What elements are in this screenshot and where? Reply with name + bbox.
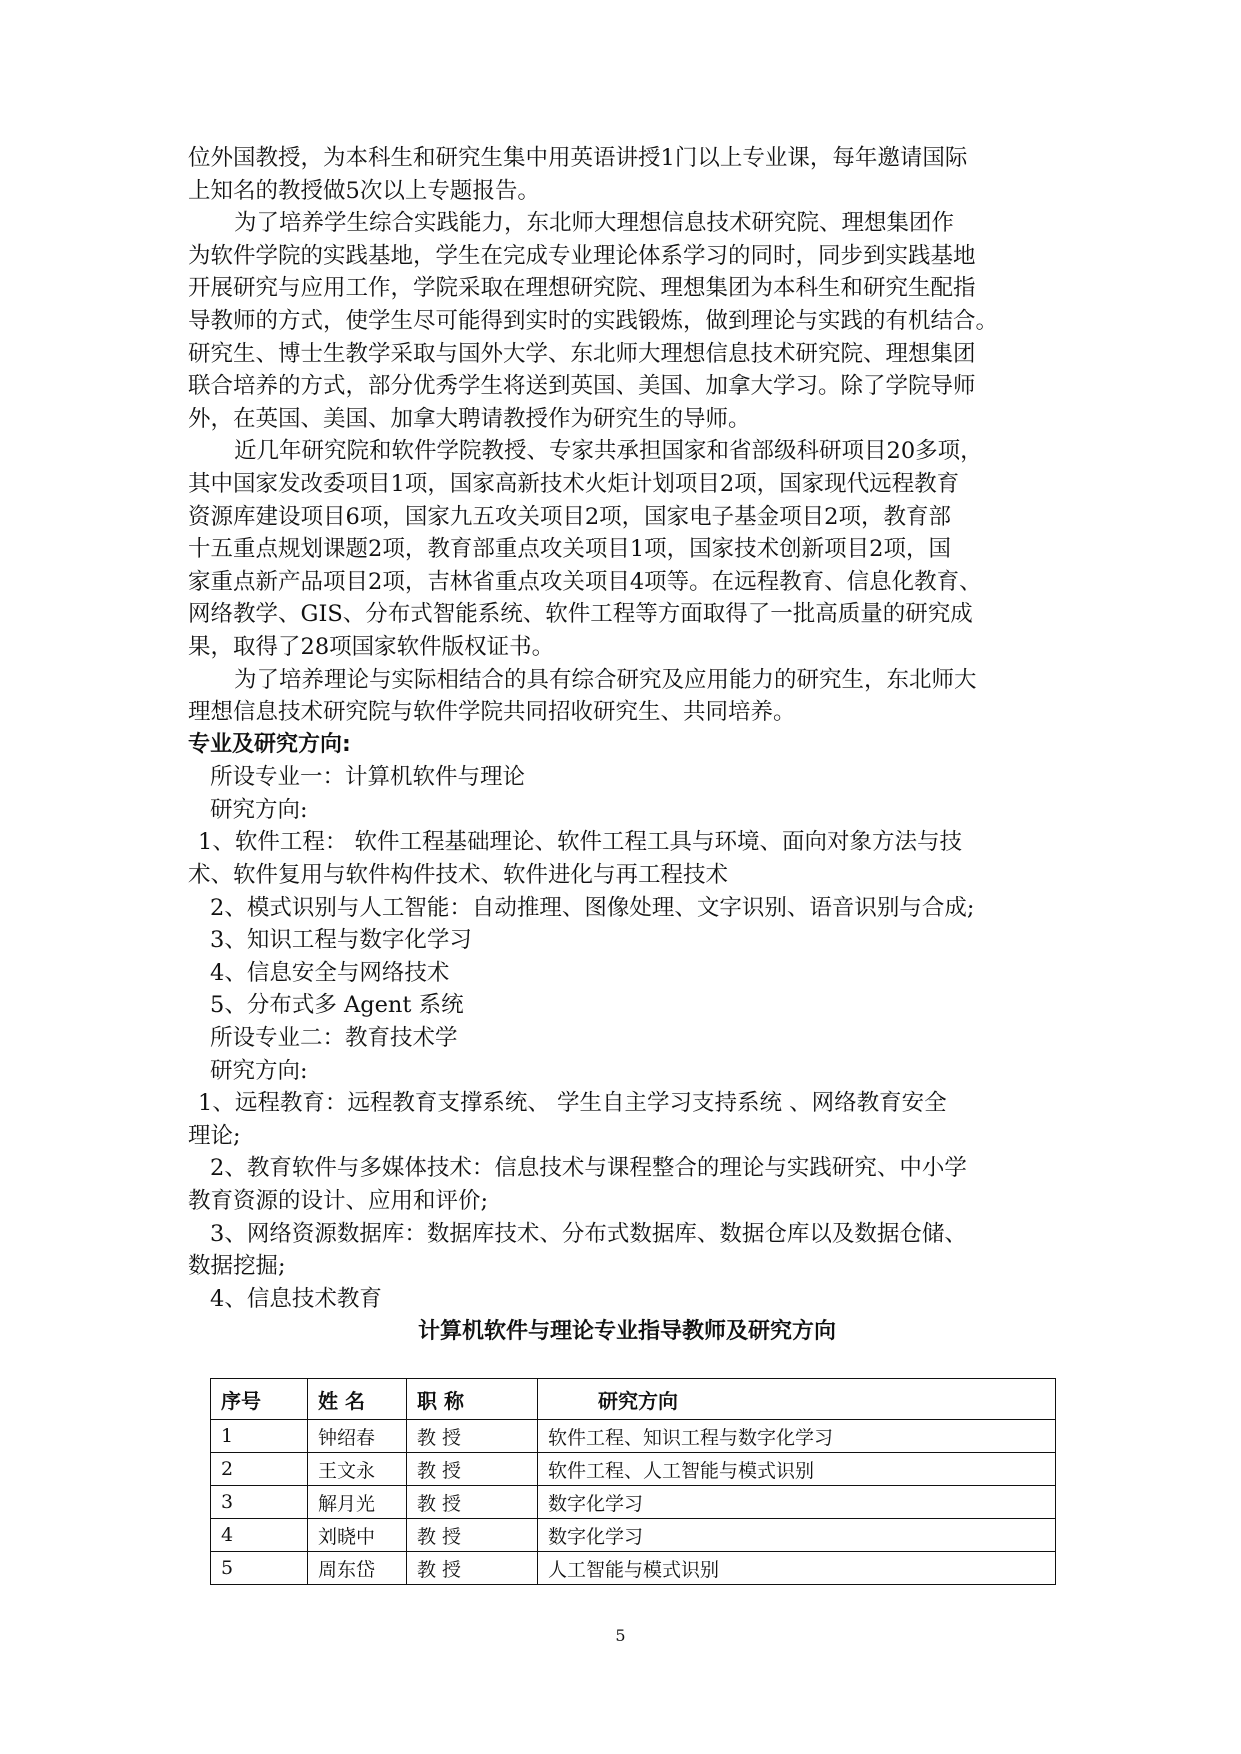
- cell-title: 教 授: [407, 1552, 538, 1585]
- text-line: 为了培养理论与实际相结合的具有综合研究及应用能力的研究生，东北师大: [234, 666, 977, 693]
- cell-title: 教 授: [407, 1453, 538, 1486]
- table-title: 计算机软件与理论专业指导教师及研究方向: [417, 1319, 836, 1345]
- advisor-table: [210, 1378, 1056, 1585]
- cell-index: 1: [211, 1420, 308, 1453]
- cell-name: 解月光: [308, 1486, 407, 1519]
- directions-label: 研究方向:: [210, 1057, 308, 1084]
- direction-item: 5、分布式多 Agent 系统: [210, 992, 464, 1019]
- cell-name: 王文永: [308, 1453, 407, 1486]
- cell-research-direction: 人工智能与模式识别: [538, 1552, 1056, 1585]
- table-row: [211, 1519, 1056, 1552]
- text-line: 果，取得了28项国家软件版权证书。: [188, 633, 555, 660]
- cell-index: 2: [211, 1453, 308, 1486]
- text-line: 资源库建设项目6项，国家九五攻关项目2项，国家电子基金项目2项，教育部: [188, 503, 951, 530]
- direction-item: 2、教育软件与多媒体技术：信息技术与课程整合的理论与实践研究、中小学: [210, 1155, 967, 1182]
- section-heading: 专业及研究方向:: [188, 731, 351, 757]
- cell-index: 4: [211, 1519, 308, 1552]
- text-line: 位外国教授，为本科生和研究生集中用英语讲授1门以上专业课，每年邀请国际: [188, 145, 968, 171]
- direction-item-continuation: 术、软件复用与软件构件技术、软件进化与再工程技术: [188, 862, 729, 889]
- header-research-direction: 研究方向: [538, 1379, 1056, 1420]
- text-line: 近几年研究院和软件学院教授、专家共承担国家和省部级科研项目20多项，: [234, 438, 983, 465]
- cell-name: 钟绍春: [308, 1420, 407, 1453]
- cell-name: 刘晓中: [308, 1519, 407, 1552]
- text-line: 导教师的方式，使学生尽可能得到实时的实践锻炼，做到理论与实践的有机结合。: [188, 307, 999, 334]
- header-title: 职 称: [407, 1379, 538, 1420]
- cell-index: 3: [211, 1486, 308, 1519]
- directions-label: 研究方向:: [210, 796, 308, 823]
- text-line: 其中国家发改委项目1项，国家高新技术火炬计划项目2项，国家现代远程教育: [188, 470, 960, 497]
- direction-item: 4、信息技术教育: [210, 1285, 382, 1312]
- text-line: 上知名的教授做5次以上专题报告。: [188, 177, 540, 204]
- cell-index: 5: [211, 1552, 308, 1585]
- header-index: 序号: [211, 1379, 308, 1420]
- table-row: [211, 1486, 1056, 1519]
- cell-research-direction: 数字化学习: [538, 1486, 1056, 1519]
- cell-research-direction: 软件工程、知识工程与数字化学习: [538, 1420, 1056, 1453]
- text-line: 联合培养的方式，部分优秀学生将送到英国、美国、加拿大学习。除了学院导师: [188, 373, 976, 400]
- text-line: 理想信息技术研究院与软件学院共同招收研究生、共同培养。: [188, 699, 796, 726]
- direction-item: 3、知识工程与数字化学习: [210, 927, 472, 954]
- cell-research-direction: 数字化学习: [538, 1519, 1056, 1552]
- text-line: 研究生、博士生教学采取与国外大学、东北师大理想信息技术研究院、理想集团: [188, 340, 976, 367]
- table-row: [211, 1420, 1056, 1453]
- direction-item: 1、软件工程： 软件工程基础理论、软件工程工具与环境、面向对象方法与技: [198, 829, 962, 856]
- document-body: [188, 142, 1056, 1347]
- text-line: 开展研究与应用工作，学院采取在理想研究院、理想集团为本科生和研究生配指: [188, 275, 976, 302]
- major-title: 所设专业二：教育技术学: [210, 1025, 458, 1052]
- direction-item-continuation: 理论;: [188, 1122, 241, 1149]
- text-line: 为了培养学生综合实践能力，东北师大理想信息技术研究院、理想集团作: [234, 210, 955, 237]
- text-line: 外，在英国、美国、加拿大聘请教授作为研究生的导师。: [188, 405, 751, 432]
- direction-item: 2、模式识别与人工智能：自动推理、图像处理、文字识别、语音识别与合成;: [210, 894, 975, 921]
- table-row: [211, 1552, 1056, 1585]
- text-line: 为软件学院的实践基地，学生在完成专业理论体系学习的同时，同步到实践基地: [188, 242, 976, 269]
- direction-item-continuation: 教育资源的设计、应用和评价;: [188, 1188, 489, 1214]
- header-name: 姓 名: [308, 1379, 407, 1420]
- major-title: 所设专业一：计算机软件与理论: [210, 764, 526, 791]
- text-line: 家重点新产品项目2项，吉林省重点攻关项目4项等。在远程教育、信息化教育、: [188, 568, 982, 595]
- direction-item: 3、网络资源数据库：数据库技术、分布式数据库、数据仓库以及数据仓储、: [210, 1220, 967, 1247]
- direction-item-continuation: 数据挖掘;: [188, 1253, 286, 1280]
- text-line: 网络教学、GIS、分布式智能系统、软件工程等方面取得了一批高质量的研究成: [188, 601, 973, 628]
- cell-title: 教 授: [407, 1486, 538, 1519]
- cell-research-direction: 软件工程、人工智能与模式识别: [538, 1453, 1056, 1486]
- page-number: 5: [615, 1626, 626, 1645]
- text-line: 十五重点规划课题2项，教育部重点攻关项目1项，国家技术创新项目2项，国: [188, 536, 951, 563]
- table-row: [211, 1453, 1056, 1486]
- direction-item: 1、远程教育：远程教育支撑系统、 学生自主学习支持系统 、网络教育安全: [198, 1090, 947, 1117]
- cell-title: 教 授: [407, 1519, 538, 1552]
- cell-title: 教 授: [407, 1420, 538, 1453]
- cell-name: 周东岱: [308, 1552, 407, 1585]
- direction-item: 4、信息安全与网络技术: [210, 959, 450, 986]
- table-header-row: [211, 1379, 1056, 1420]
